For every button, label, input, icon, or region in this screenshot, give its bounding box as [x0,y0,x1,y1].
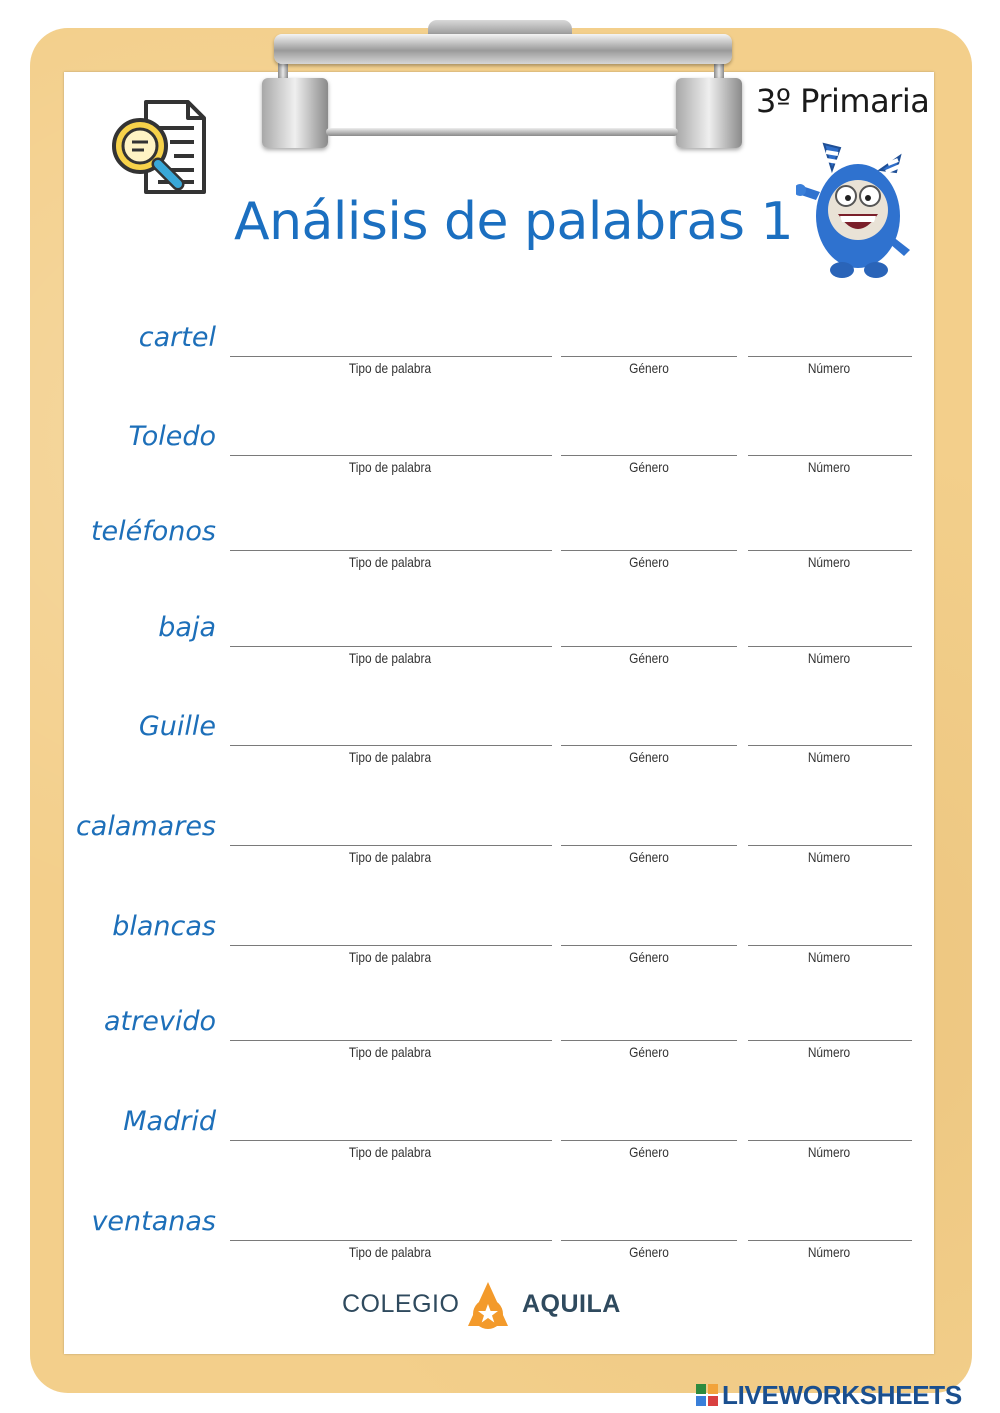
numero-caption: Número [807,650,851,666]
numero-caption: Número [807,949,851,965]
tipo-caption: Tipo de palabra [348,650,432,666]
word-row [0,811,1000,871]
numero-answer-line[interactable] [748,1240,912,1241]
word-row [0,421,1000,481]
tipo-answer-line[interactable] [230,1240,552,1241]
document-search-icon [108,98,208,196]
tipo-answer-line[interactable] [230,455,552,456]
tipo-caption: Tipo de palabra [348,1144,432,1160]
genero-caption: Género [629,360,669,376]
school-prefix: COLEGIO [342,1290,460,1318]
tipo-caption: Tipo de palabra [348,554,432,570]
numero-answer-line[interactable] [748,356,912,357]
clip-leg-left [262,78,328,148]
genero-answer-line[interactable] [561,455,737,456]
numero-answer-line[interactable] [748,646,912,647]
liveworksheets-logo-icon [696,1384,718,1406]
numero-caption: Número [807,459,851,475]
liveworksheets-brand [696,1378,1000,1412]
tipo-caption: Tipo de palabra [348,1244,432,1260]
genero-caption: Género [629,1244,669,1260]
genero-answer-line[interactable] [561,1140,737,1141]
tipo-answer-line[interactable] [230,356,552,357]
genero-answer-line[interactable] [561,845,737,846]
genero-answer-line[interactable] [561,1240,737,1241]
genero-answer-line[interactable] [561,745,737,746]
grade-label: 3º Primaria [756,82,930,120]
word-label: cartel [138,322,216,353]
genero-caption: Género [629,459,669,475]
numero-caption: Número [807,849,851,865]
numero-caption: Número [807,1144,851,1160]
numero-caption: Número [807,1244,851,1260]
tipo-answer-line[interactable] [230,745,552,746]
tipo-answer-line[interactable] [230,845,552,846]
tipo-caption: Tipo de palabra [348,949,432,965]
numero-answer-line[interactable] [748,845,912,846]
tipo-caption: Tipo de palabra [348,360,432,376]
numero-answer-line[interactable] [748,1040,912,1041]
genero-caption: Género [629,1044,669,1060]
numero-caption: Número [807,554,851,570]
genero-answer-line[interactable] [561,945,737,946]
word-row [0,911,1000,971]
school-name: AQUILA [522,1290,621,1318]
clip-leg-right [676,78,742,148]
word-label: blancas [112,911,216,942]
numero-caption: Número [807,749,851,765]
genero-answer-line[interactable] [561,356,737,357]
word-label: teléfonos [90,516,216,547]
numero-caption: Número [807,1044,851,1060]
word-row [0,1006,1000,1066]
numero-answer-line[interactable] [748,550,912,551]
word-row [0,1206,1000,1266]
brand-text: LIVEWORKSHEETS [722,1380,962,1410]
word-label: calamares [75,811,216,842]
word-row [0,1106,1000,1166]
word-label: ventanas [91,1206,216,1237]
genero-caption: Género [629,1144,669,1160]
tipo-answer-line[interactable] [230,550,552,551]
genero-caption: Género [629,554,669,570]
genero-caption: Género [629,849,669,865]
genero-answer-line[interactable] [561,550,737,551]
genero-caption: Género [629,949,669,965]
blue-monster-mascot [796,140,920,282]
word-label: atrevido [104,1006,216,1037]
genero-caption: Género [629,650,669,666]
tipo-caption: Tipo de palabra [348,459,432,475]
numero-caption: Número [807,360,851,376]
word-label: baja [158,612,216,643]
word-label: Guille [138,711,216,742]
word-row [0,612,1000,672]
tipo-caption: Tipo de palabra [348,849,432,865]
tipo-answer-line[interactable] [230,1040,552,1041]
tipo-answer-line[interactable] [230,945,552,946]
word-label: Madrid [123,1106,216,1137]
clip-bar [274,34,732,64]
numero-answer-line[interactable] [748,745,912,746]
tipo-answer-line[interactable] [230,646,552,647]
numero-answer-line[interactable] [748,455,912,456]
tipo-caption: Tipo de palabra [348,749,432,765]
genero-caption: Género [629,749,669,765]
word-row [0,711,1000,771]
tipo-answer-line[interactable] [230,1140,552,1141]
word-row [0,516,1000,576]
word-row [0,322,1000,382]
numero-answer-line[interactable] [748,1140,912,1141]
genero-answer-line[interactable] [561,1040,737,1041]
worksheet-title: Análisis de palabras 1 [234,192,794,252]
tipo-caption: Tipo de palabra [348,1044,432,1060]
aquila-star-icon [462,1280,514,1330]
school-logo [342,1280,642,1330]
clip-wire [326,128,678,136]
numero-answer-line[interactable] [748,945,912,946]
genero-answer-line[interactable] [561,646,737,647]
word-label: Toledo [128,421,216,452]
